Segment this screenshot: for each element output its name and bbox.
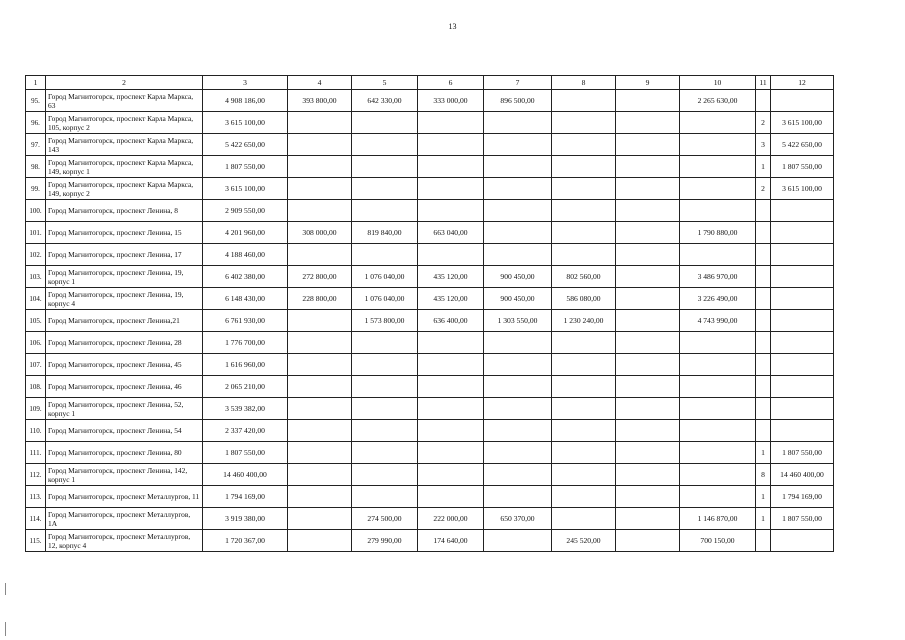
value-cell (756, 200, 771, 222)
value-cell (418, 200, 484, 222)
value-cell (552, 420, 616, 442)
column-header: 11 (756, 76, 771, 90)
value-cell: 900 450,00 (484, 288, 552, 310)
value-cell (616, 332, 680, 354)
value-cell (552, 244, 616, 266)
row-number: 108. (26, 376, 46, 398)
table-row (26, 486, 834, 508)
row-number: 97. (26, 134, 46, 156)
value-cell: 1 (756, 486, 771, 508)
value-cell (418, 332, 484, 354)
address-cell: Город Магнитогорск, проспект Ленина, 45 (46, 354, 203, 376)
value-cell: 1 794 169,00 (203, 486, 288, 508)
value-cell (616, 420, 680, 442)
value-cell (484, 134, 552, 156)
table-row (26, 178, 834, 200)
value-cell (756, 332, 771, 354)
value-cell: 1 807 550,00 (771, 156, 834, 178)
value-cell: 1 303 550,00 (484, 310, 552, 332)
value-cell: 279 990,00 (352, 530, 418, 552)
value-cell (680, 464, 756, 486)
value-cell: 1 (756, 442, 771, 464)
row-number: 96. (26, 112, 46, 134)
value-cell (756, 420, 771, 442)
value-cell (352, 134, 418, 156)
row-number: 114. (26, 508, 46, 530)
value-cell: 2 265 630,00 (680, 90, 756, 112)
value-cell: 642 330,00 (352, 90, 418, 112)
table-row (26, 266, 834, 288)
value-cell: 4 743 990,00 (680, 310, 756, 332)
value-cell: 2 337 420,00 (203, 420, 288, 442)
table-row (26, 530, 834, 552)
value-cell: 272 800,00 (288, 266, 352, 288)
value-cell (552, 398, 616, 420)
margin-mark (5, 583, 6, 595)
column-header: 5 (352, 76, 418, 90)
value-cell (418, 486, 484, 508)
address-cell: Город Магнитогорск, проспект Металлургов, 1А (46, 508, 203, 530)
address-cell: Город Магнитогорск, проспект Ленина,21 (46, 310, 203, 332)
value-cell (771, 398, 834, 420)
value-cell: 2 909 550,00 (203, 200, 288, 222)
value-cell (288, 486, 352, 508)
value-cell (288, 442, 352, 464)
value-cell (288, 112, 352, 134)
table-row (26, 156, 834, 178)
row-number: 104. (26, 288, 46, 310)
value-cell (352, 244, 418, 266)
value-cell (418, 178, 484, 200)
row-number: 102. (26, 244, 46, 266)
value-cell (680, 354, 756, 376)
address-cell: Город Магнитогорск, проспект Ленина, 19, корпус 1 (46, 266, 203, 288)
value-cell (484, 354, 552, 376)
column-header: 3 (203, 76, 288, 90)
row-number: 109. (26, 398, 46, 420)
value-cell (552, 332, 616, 354)
value-cell (352, 398, 418, 420)
value-cell (484, 464, 552, 486)
value-cell: 4 188 460,00 (203, 244, 288, 266)
value-cell (352, 420, 418, 442)
value-cell (484, 200, 552, 222)
value-cell: 1 (756, 156, 771, 178)
value-cell (418, 134, 484, 156)
value-cell (680, 178, 756, 200)
row-number: 98. (26, 156, 46, 178)
address-cell: Город Магнитогорск, проспект Карла Маркса, 149, корпус 1 (46, 156, 203, 178)
value-cell (616, 90, 680, 112)
value-cell (616, 222, 680, 244)
value-cell (771, 288, 834, 310)
value-cell (484, 244, 552, 266)
row-number: 110. (26, 420, 46, 442)
value-cell (616, 508, 680, 530)
value-cell: 1 807 550,00 (771, 442, 834, 464)
value-cell: 1 776 700,00 (203, 332, 288, 354)
row-number: 111. (26, 442, 46, 464)
header-row (26, 76, 834, 90)
address-cell: Город Магнитогорск, проспект Ленина, 15 (46, 222, 203, 244)
address-cell: Город Магнитогорск, проспект Ленина, 46 (46, 376, 203, 398)
value-cell: 700 150,00 (680, 530, 756, 552)
value-cell: 650 370,00 (484, 508, 552, 530)
value-cell (616, 486, 680, 508)
value-cell (288, 178, 352, 200)
value-cell (771, 200, 834, 222)
value-cell: 636 400,00 (418, 310, 484, 332)
value-cell (616, 288, 680, 310)
value-cell (616, 398, 680, 420)
value-cell (552, 90, 616, 112)
value-cell (352, 200, 418, 222)
value-cell (552, 200, 616, 222)
value-cell (680, 376, 756, 398)
value-cell: 1 230 240,00 (552, 310, 616, 332)
value-cell (484, 112, 552, 134)
value-cell (418, 376, 484, 398)
value-cell (552, 112, 616, 134)
value-cell (288, 420, 352, 442)
value-cell: 393 800,00 (288, 90, 352, 112)
value-cell (484, 420, 552, 442)
value-cell: 308 000,00 (288, 222, 352, 244)
value-cell: 900 450,00 (484, 266, 552, 288)
value-cell (771, 332, 834, 354)
row-number: 103. (26, 266, 46, 288)
value-cell (616, 244, 680, 266)
value-cell (552, 222, 616, 244)
value-cell (756, 90, 771, 112)
address-cell: Город Магнитогорск, проспект Карла Маркса, 105, корпус 2 (46, 112, 203, 134)
value-cell: 2 (756, 178, 771, 200)
value-cell (756, 530, 771, 552)
address-cell: Город Магнитогорск, проспект Карла Маркса, 149, корпус 2 (46, 178, 203, 200)
value-cell: 435 120,00 (418, 288, 484, 310)
value-cell (418, 442, 484, 464)
value-cell (771, 266, 834, 288)
value-cell (552, 442, 616, 464)
value-cell (680, 398, 756, 420)
row-number: 107. (26, 354, 46, 376)
column-header: 6 (418, 76, 484, 90)
value-cell (288, 200, 352, 222)
value-cell: 1 790 880,00 (680, 222, 756, 244)
value-cell: 228 800,00 (288, 288, 352, 310)
value-cell (418, 420, 484, 442)
value-cell: 1 807 550,00 (203, 442, 288, 464)
column-header: 9 (616, 76, 680, 90)
value-cell: 333 000,00 (418, 90, 484, 112)
value-cell (352, 178, 418, 200)
column-header: 4 (288, 76, 352, 90)
address-cell: Город Магнитогорск, проспект Ленина, 52, корпус 1 (46, 398, 203, 420)
value-cell: 1 616 960,00 (203, 354, 288, 376)
table-row (26, 464, 834, 486)
column-header: 10 (680, 76, 756, 90)
value-cell: 1 076 040,00 (352, 266, 418, 288)
value-cell (616, 310, 680, 332)
table-row (26, 332, 834, 354)
value-cell (680, 244, 756, 266)
table-row (26, 200, 834, 222)
address-cell: Город Магнитогорск, проспект Металлургов, 11 (46, 486, 203, 508)
value-cell: 896 500,00 (484, 90, 552, 112)
value-cell (418, 398, 484, 420)
value-cell (552, 376, 616, 398)
value-cell: 3 615 100,00 (771, 178, 834, 200)
value-cell (288, 134, 352, 156)
value-cell (552, 178, 616, 200)
value-cell: 1 146 870,00 (680, 508, 756, 530)
value-cell (484, 530, 552, 552)
value-cell: 274 500,00 (352, 508, 418, 530)
value-cell: 663 040,00 (418, 222, 484, 244)
row-number: 95. (26, 90, 46, 112)
address-cell: Город Магнитогорск, проспект Ленина, 19, корпус 4 (46, 288, 203, 310)
value-cell: 2 (756, 112, 771, 134)
value-cell (484, 442, 552, 464)
value-cell (756, 266, 771, 288)
data-table (25, 75, 834, 552)
value-cell: 1 807 550,00 (771, 508, 834, 530)
value-cell (771, 310, 834, 332)
value-cell (680, 442, 756, 464)
value-cell (680, 332, 756, 354)
value-cell (771, 376, 834, 398)
value-cell (484, 376, 552, 398)
value-cell (418, 112, 484, 134)
value-cell (680, 134, 756, 156)
value-cell (552, 134, 616, 156)
table-row (26, 288, 834, 310)
table-row (26, 112, 834, 134)
value-cell (756, 310, 771, 332)
value-cell: 435 120,00 (418, 266, 484, 288)
value-cell: 1 573 800,00 (352, 310, 418, 332)
page-number: 13 (448, 22, 457, 31)
value-cell: 3 615 100,00 (203, 112, 288, 134)
row-number: 100. (26, 200, 46, 222)
value-cell: 3 226 490,00 (680, 288, 756, 310)
value-cell (288, 354, 352, 376)
table-row (26, 222, 834, 244)
table-row (26, 398, 834, 420)
value-cell (552, 508, 616, 530)
value-cell (680, 486, 756, 508)
value-cell (680, 420, 756, 442)
value-cell (756, 288, 771, 310)
value-cell: 222 000,00 (418, 508, 484, 530)
value-cell: 1 720 367,00 (203, 530, 288, 552)
value-cell (352, 332, 418, 354)
value-cell: 245 520,00 (552, 530, 616, 552)
table-row (26, 508, 834, 530)
value-cell: 8 (756, 464, 771, 486)
value-cell (680, 156, 756, 178)
value-cell: 14 460 400,00 (203, 464, 288, 486)
value-cell: 3 539 382,00 (203, 398, 288, 420)
value-cell (288, 310, 352, 332)
address-cell: Город Магнитогорск, проспект Ленина, 28 (46, 332, 203, 354)
value-cell: 3 615 100,00 (203, 178, 288, 200)
value-cell: 5 422 650,00 (203, 134, 288, 156)
value-cell (352, 464, 418, 486)
table-row (26, 354, 834, 376)
value-cell: 1 076 040,00 (352, 288, 418, 310)
value-cell (680, 112, 756, 134)
value-cell (288, 398, 352, 420)
column-header: 7 (484, 76, 552, 90)
value-cell: 2 065 210,00 (203, 376, 288, 398)
value-cell (418, 354, 484, 376)
value-cell (288, 332, 352, 354)
address-cell: Город Магнитогорск, проспект Карла Маркса, 143 (46, 134, 203, 156)
value-cell (616, 112, 680, 134)
value-cell: 14 460 400,00 (771, 464, 834, 486)
address-cell: Город Магнитогорск, проспект Ленина, 142, корпус 1 (46, 464, 203, 486)
address-cell: Город Магнитогорск, проспект Ленина, 80 (46, 442, 203, 464)
value-cell (352, 112, 418, 134)
value-cell (552, 464, 616, 486)
value-cell (616, 134, 680, 156)
value-cell (288, 464, 352, 486)
value-cell: 1 807 550,00 (203, 156, 288, 178)
value-cell (352, 354, 418, 376)
value-cell (756, 376, 771, 398)
table-row (26, 244, 834, 266)
row-number: 99. (26, 178, 46, 200)
value-cell: 1 (756, 508, 771, 530)
column-header: 12 (771, 76, 834, 90)
value-cell (756, 244, 771, 266)
value-cell (616, 354, 680, 376)
value-cell (484, 156, 552, 178)
value-cell (616, 442, 680, 464)
value-cell (756, 222, 771, 244)
value-cell (484, 486, 552, 508)
value-cell (756, 354, 771, 376)
table-row (26, 90, 834, 112)
value-cell (288, 530, 352, 552)
value-cell (418, 156, 484, 178)
table-row (26, 442, 834, 464)
value-cell: 6 761 930,00 (203, 310, 288, 332)
value-cell (680, 200, 756, 222)
value-cell (771, 222, 834, 244)
value-cell: 174 640,00 (418, 530, 484, 552)
value-cell: 6 402 380,00 (203, 266, 288, 288)
table-row (26, 134, 834, 156)
table-body (26, 76, 834, 552)
address-cell: Город Магнитогорск, проспект Металлургов, 12, корпус 4 (46, 530, 203, 552)
value-cell: 3 (756, 134, 771, 156)
value-cell (484, 332, 552, 354)
address-cell: Город Магнитогорск, проспект Карла Маркса, 63 (46, 90, 203, 112)
value-cell: 3 486 970,00 (680, 266, 756, 288)
value-cell (288, 376, 352, 398)
row-number: 113. (26, 486, 46, 508)
value-cell (616, 156, 680, 178)
address-cell: Город Магнитогорск, проспект Ленина, 17 (46, 244, 203, 266)
value-cell (352, 376, 418, 398)
value-cell: 5 422 650,00 (771, 134, 834, 156)
value-cell (616, 200, 680, 222)
value-cell (616, 530, 680, 552)
row-number: 106. (26, 332, 46, 354)
value-cell (552, 486, 616, 508)
value-cell (288, 156, 352, 178)
value-cell (288, 508, 352, 530)
value-cell (616, 178, 680, 200)
value-cell: 4 908 186,00 (203, 90, 288, 112)
value-cell (616, 376, 680, 398)
value-cell (771, 420, 834, 442)
row-number: 112. (26, 464, 46, 486)
value-cell: 819 840,00 (352, 222, 418, 244)
row-number: 115. (26, 530, 46, 552)
table-row (26, 310, 834, 332)
address-cell: Город Магнитогорск, проспект Ленина, 54 (46, 420, 203, 442)
value-cell (484, 178, 552, 200)
value-cell: 6 148 430,00 (203, 288, 288, 310)
value-cell: 586 080,00 (552, 288, 616, 310)
value-cell (616, 266, 680, 288)
address-cell: Город Магнитогорск, проспект Ленина, 8 (46, 200, 203, 222)
value-cell (771, 530, 834, 552)
column-header: 8 (552, 76, 616, 90)
value-cell (352, 486, 418, 508)
row-number: 105. (26, 310, 46, 332)
column-header: 1 (26, 76, 46, 90)
value-cell: 3 615 100,00 (771, 112, 834, 134)
value-cell (771, 244, 834, 266)
margin-mark (5, 622, 6, 636)
value-cell: 802 560,00 (552, 266, 616, 288)
value-cell: 1 794 169,00 (771, 486, 834, 508)
value-cell (552, 354, 616, 376)
value-cell (616, 464, 680, 486)
value-cell (484, 222, 552, 244)
value-cell (418, 464, 484, 486)
value-cell (771, 90, 834, 112)
row-number: 101. (26, 222, 46, 244)
value-cell (484, 398, 552, 420)
table-row (26, 376, 834, 398)
value-cell (771, 354, 834, 376)
value-cell (756, 398, 771, 420)
value-cell (288, 244, 352, 266)
column-header: 2 (46, 76, 203, 90)
value-cell (352, 442, 418, 464)
value-cell (552, 156, 616, 178)
value-cell (418, 244, 484, 266)
value-cell: 3 919 380,00 (203, 508, 288, 530)
table-row (26, 420, 834, 442)
value-cell (352, 156, 418, 178)
value-cell: 4 201 960,00 (203, 222, 288, 244)
